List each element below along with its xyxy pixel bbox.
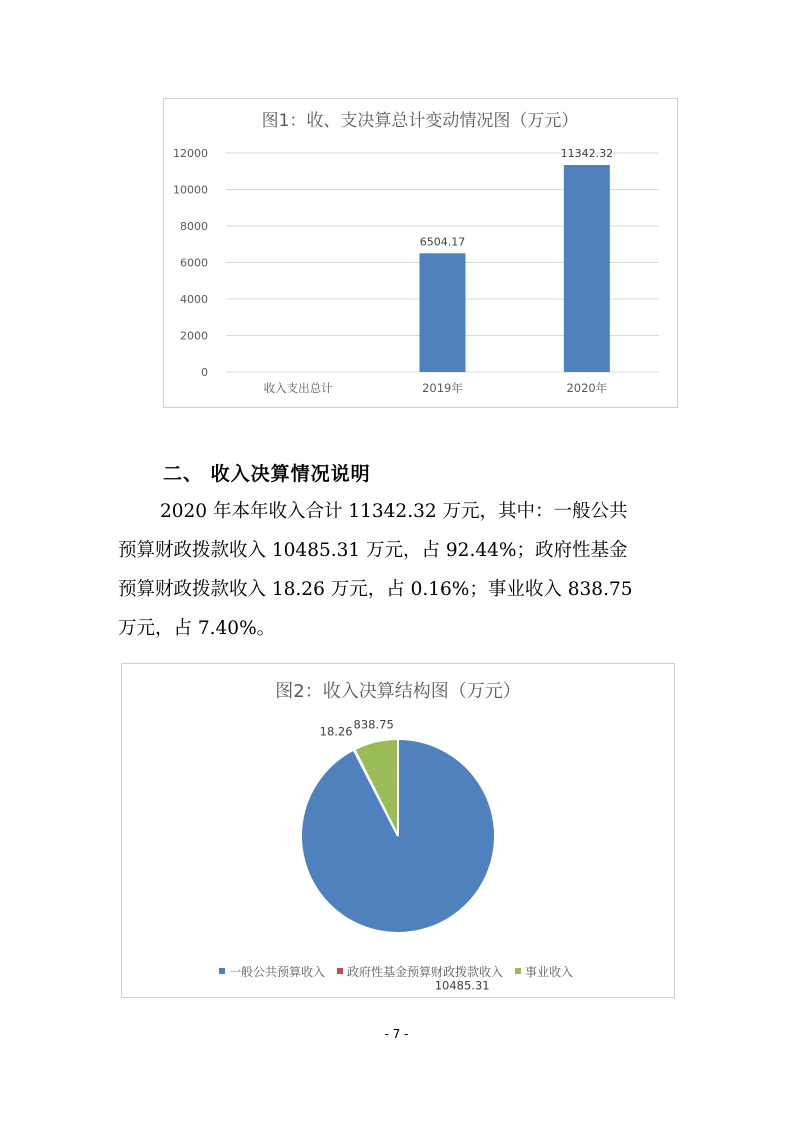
paragraph-line: 万元，占 7.40%。 <box>118 618 276 639</box>
y-tick-label: 0 <box>201 366 208 379</box>
section-heading: 二、 收入决算情况说明 <box>163 463 371 485</box>
section-paragraph <box>118 492 678 648</box>
pie-value-label: 838.75 <box>353 717 394 732</box>
legend-swatch <box>337 968 343 974</box>
y-tick-label: 4000 <box>180 293 208 306</box>
bar-value-label: 6504.17 <box>419 235 466 249</box>
paragraph-line: 2020 年本年收入合计 11342.32 万元，其中：一般公共 <box>160 501 628 522</box>
legend-swatch <box>219 968 225 974</box>
legend-swatch <box>515 968 521 974</box>
y-tick-label: 2000 <box>180 329 208 343</box>
legend-label: 事业收入 <box>525 965 574 979</box>
legend-label: 一般公共预算收入 <box>229 965 326 979</box>
legend-label: 政府性基金预算财政拨款收入 <box>347 965 504 979</box>
bar <box>564 165 610 372</box>
bar-chart <box>164 99 677 407</box>
pie-value-label: 10485.31 <box>434 978 490 993</box>
bar-chart-panel <box>163 98 678 408</box>
bar <box>420 253 466 372</box>
pie-chart-title: 图2：收入决算结构图（万元） <box>275 681 521 702</box>
y-tick-label: 10000 <box>173 183 208 197</box>
paragraph-line: 预算财政拨款收入 18.26 万元，占 0.16%；事业收入 838.75 <box>118 579 633 600</box>
y-tick-label: 6000 <box>180 256 208 270</box>
x-tick-label: 收入支出总计 <box>263 381 333 395</box>
bar-chart-title: 图1：收、支决算总计变动情况图（万元） <box>261 111 579 131</box>
y-tick-label: 8000 <box>180 220 208 233</box>
pie-value-label: 18.26 <box>319 724 353 739</box>
x-tick-label: 2020年 <box>566 381 608 395</box>
pie-chart <box>122 664 674 997</box>
y-tick-label: 12000 <box>173 147 208 160</box>
x-tick-label: 2019年 <box>422 381 463 395</box>
bar-value-label: 11342.32 <box>560 147 614 161</box>
pie-chart-panel <box>121 663 675 998</box>
paragraph-line: 预算财政拨款收入 10485.31 万元，占 92.44%；政府性基金 <box>118 540 628 561</box>
page-number: - 7 - <box>384 1027 409 1041</box>
